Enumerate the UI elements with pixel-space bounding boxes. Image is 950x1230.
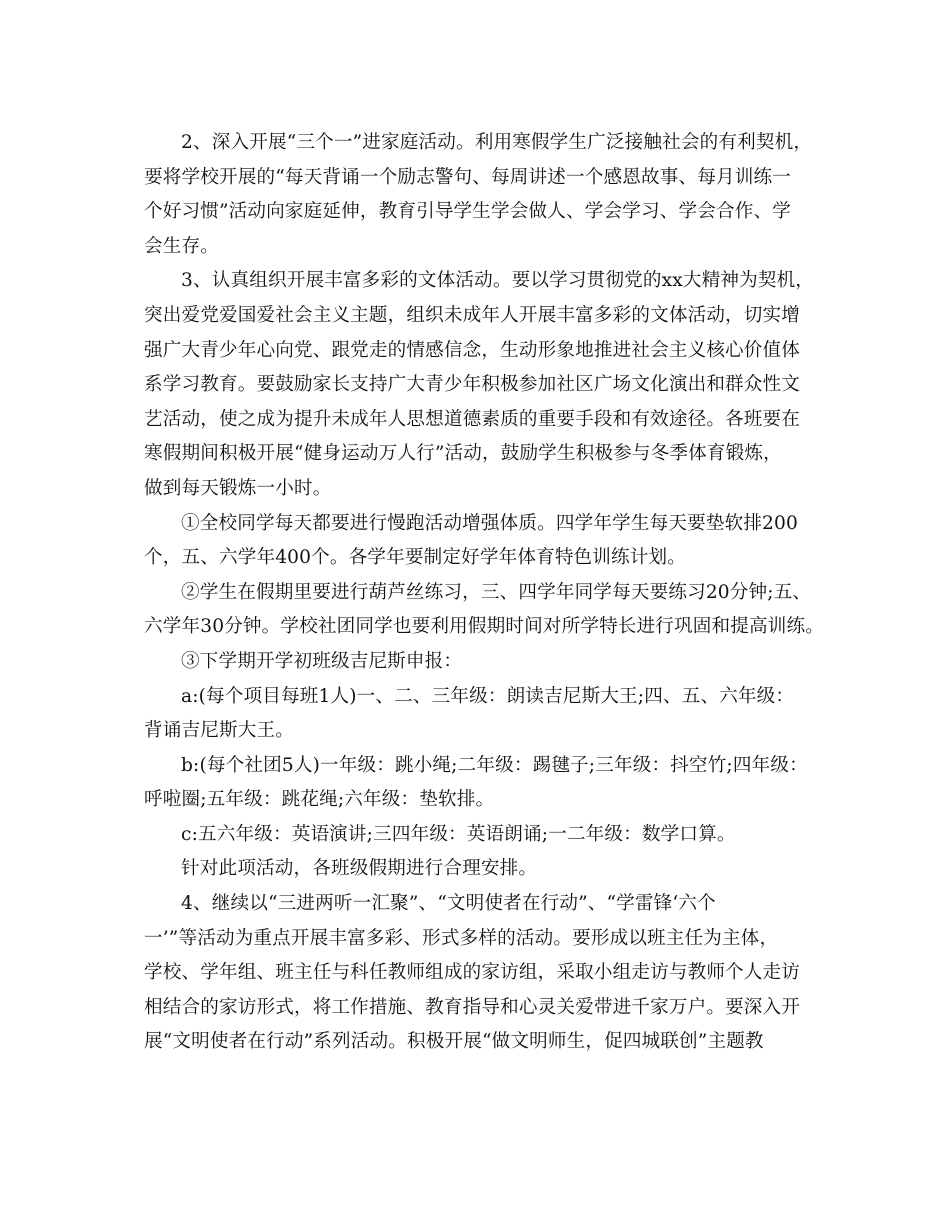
paragraph-2-line-2: 要将学校开展的“每天背诵一个励志警句、每周讲述一个感恩故事、每月训练一 — [144, 166, 791, 188]
item-a-line-2: 背诵吉尼斯大王。 — [144, 720, 294, 742]
paragraph-3-line-1: 3、认真组织开展丰富多彩的文体活动。要以学习贯彻党的xx大精神为契机， — [181, 270, 815, 292]
paragraph-4-line-2: 一’”等活动为重点开展丰富多彩、形式多样的活动。要形成以班主任为主体， — [144, 927, 779, 949]
item-3-line-1: ③下学期开学初班级吉尼斯申报： — [181, 650, 463, 672]
item-2-line-1: ②学生在假期里要进行葫芦丝练习，三、四学年同学每天要练习20分钟;五、 — [181, 581, 812, 603]
paragraph-4-line-1: 4、继续以“三进两听一汇聚”、“文明使者在行动”、“学雷锋‘六个 — [181, 893, 716, 915]
paragraph-2-line-4: 会生存。 — [144, 235, 219, 257]
document-body — [144, 126, 824, 1060]
item-c-line-1: c:五六年级：英语演讲;三四年级：英语朗诵;一二年级：数学口算。 — [181, 823, 736, 845]
paragraph-2-line-1: 2、深入开展“三个一”进家庭活动。利用寒假学生广泛接触社会的有利契机， — [181, 132, 813, 153]
item-a-line-1: a:(每个项目每班1人)一、二、三年级：朗读吉尼斯大王;四、五、六年级： — [181, 685, 795, 707]
paragraph-3-line-3: 强广大青少年心向党、跟党走的情感信念，生动形象地推进社会主义核心价值体 — [144, 339, 801, 361]
paragraph-2-line-3: 个好习惯”活动向家庭延伸，教育引导学生学会做人、学会学习、学会合作、学 — [144, 201, 791, 223]
paragraph-3-line-2: 突出爱党爱国爱社会主义主题，组织未成年人开展丰富多彩的文体活动，切实增 — [144, 304, 801, 326]
paragraph-3-line-4: 系学习教育。要鼓励家长支持广大青少年积极参加社区广场文化演出和群众性文 — [144, 374, 801, 396]
paragraph-3-line-7: 做到每天锻炼一小时。 — [144, 477, 332, 499]
arrangement-line: 针对此项活动，各班级假期进行合理安排。 — [181, 858, 538, 880]
paragraph-4-line-4: 相结合的家访形式，将工作措施、教育指导和心灵关爱带进千家万户。要深入开 — [144, 996, 801, 1018]
item-1-line-2: 个，五、六学年400个。各学年要制定好学年体育特色训练计划。 — [144, 547, 687, 569]
item-2-line-2: 六学年30分钟。学校社团同学也要利用假期时间对所学特长进行巩固和提高训练。 — [144, 616, 824, 638]
paragraph-4-line-3: 学校、学年组、班主任与科任教师组成的家访组，采取小组走访与教师个人走访 — [144, 962, 801, 984]
paragraph-4-line-5: 展“文明使者在行动”系列活动。积极开展“做文明师生，促四城联创”主题教 — [144, 1031, 764, 1053]
item-b-line-1: b:(每个社团5人)一年级：跳小绳;二年级：踢毽子;三年级：抖空竹;四年级： — [181, 754, 808, 776]
item-b-line-2: 呼啦圈;五年级：跳花绳;六年级：垫软排。 — [144, 789, 495, 811]
paragraph-3-line-5: 艺活动，使之成为提升未成年人思想道德素质的重要手段和有效途径。各班要在 — [144, 408, 801, 430]
item-1-line-1: ①全校同学每天都要进行慢跑活动增强体质。四学年学生每天要垫软排200 — [181, 512, 798, 534]
paragraph-3-line-6: 寒假期间积极开展“健身运动万人行”活动，鼓励学生积极参与冬季体育锻炼， — [144, 443, 782, 465]
